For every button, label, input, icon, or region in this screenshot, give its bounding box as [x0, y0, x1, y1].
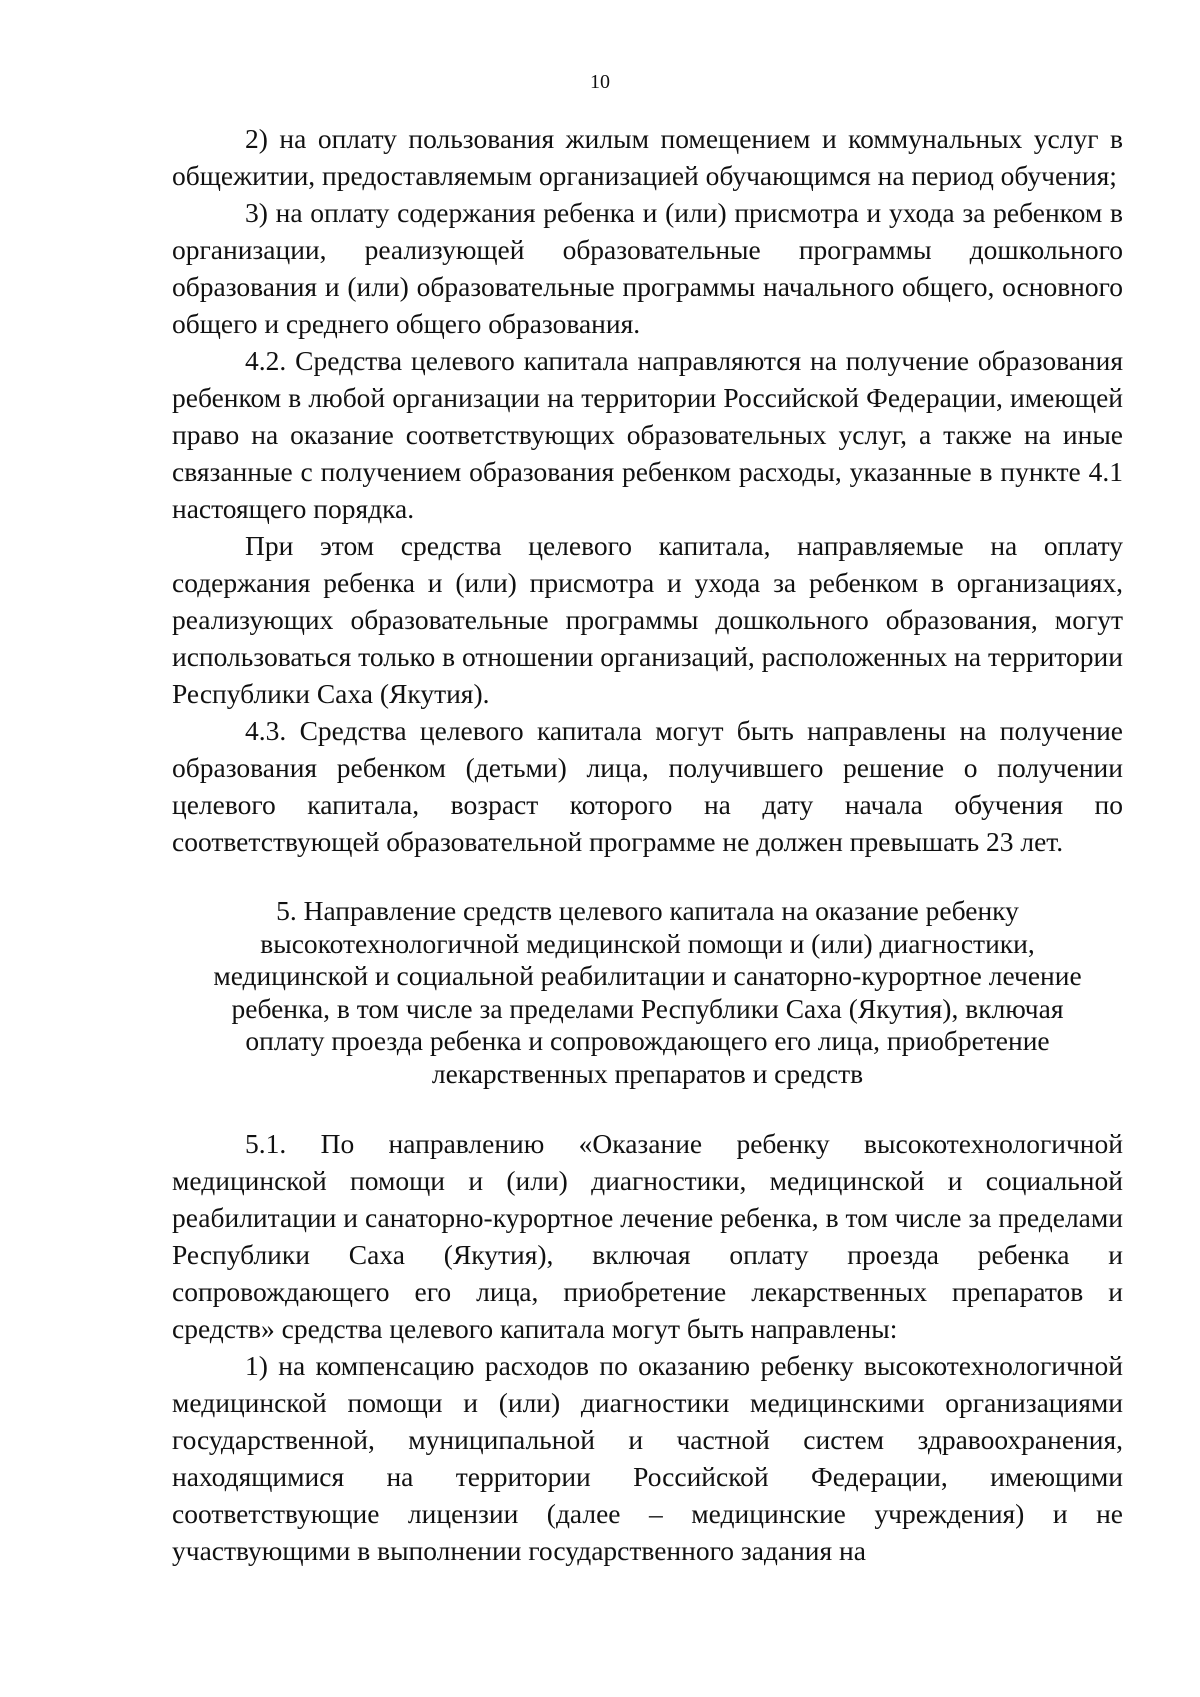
- heading-line: 5. Направление средств целевого капитала на оказание ребенку: [276, 895, 1019, 926]
- heading-line: высокотехнологичной медицинской помощи и (или) диагностики,: [260, 927, 1035, 959]
- heading-line: оплату проезда ребенка и сопровождающего его лица, приобретение: [245, 1025, 1050, 1056]
- paragraph-5-1-item-1: 1) на компенсацию расходов по оказанию ребенку высокотехнологичной медицинской помощи и (или) диагностики медицинскими организациями государственной, муниципальной и частной систем здравоохранения, находящимися на территории Российской Федерации, имеющими соответствующие лицензии (далее – медицинские учреждения) и не участвующими в выполнении государственного задания на: [172, 1350, 1123, 1566]
- paragraph-4-2: 4.2. Средства целевого капитала направляются на получение образования ребенком в любой организации на территории Российской Федерации, имеющей право на оказание соответствующих образовательных услуг, а также на иные связанные с получением образования ребенком расходы, указанные в пункте 4.1 настоящего порядка.: [172, 345, 1123, 524]
- paragraph-4-2-note: При этом средства целевого капитала, направляемые на оплату содержания ребенка и (или) присмотра и ухода за ребенком в организациях, реализующих образовательные программы дошкольного образования, могут использоваться только в отношении организаций, расположенных на территории Республики Саха (Якутия).: [172, 530, 1123, 709]
- page-number: 10: [590, 71, 610, 93]
- paragraph-4-3: 4.3. Средства целевого капитала могут быть направлены на получение образования ребенком (детьми) лица, получившего решение о получении целевого капитала, возраст которого на дату начала обучения по соответствующей образовательной программе не должен превышать 23 лет.: [172, 715, 1123, 857]
- paragraph-item-2: 2) на оплату пользования жилым помещением и коммунальных услуг в общежитии, предоставляемым организацией обучающимся на период обучения;: [172, 123, 1123, 191]
- heading-line: ребенка, в том числе за пределами Республики Саха (Якутия), включая: [231, 992, 1064, 1024]
- heading-line: медицинской и социальной реабилитации и санаторно-курортное лечение: [213, 960, 1082, 991]
- section-5-heading: [172, 895, 1123, 1090]
- heading-line: лекарственных препаратов и средств: [431, 1057, 864, 1089]
- paragraph-5-1: 5.1. По направлению «Оказание ребенку высокотехнологичной медицинской помощи и (или) диагностики, медицинской и социальной реабилитации и санаторно-курортное лечение ребенка, в том числе за пределами Республики Саха (Якутия), включая оплату проезда ребенка и сопровождающего его лица, приобретение лекарственных препаратов и средств» средства целевого капитала могут быть направлены:: [172, 1128, 1123, 1344]
- paragraph-item-3: 3) на оплату содержания ребенка и (или) присмотра и ухода за ребенком в организации, реализующей образовательные программы дошкольного образования и (или) образовательные программы начального общего, основного общего и среднего общего образования.: [172, 197, 1123, 339]
- document-body: [172, 120, 1123, 1569]
